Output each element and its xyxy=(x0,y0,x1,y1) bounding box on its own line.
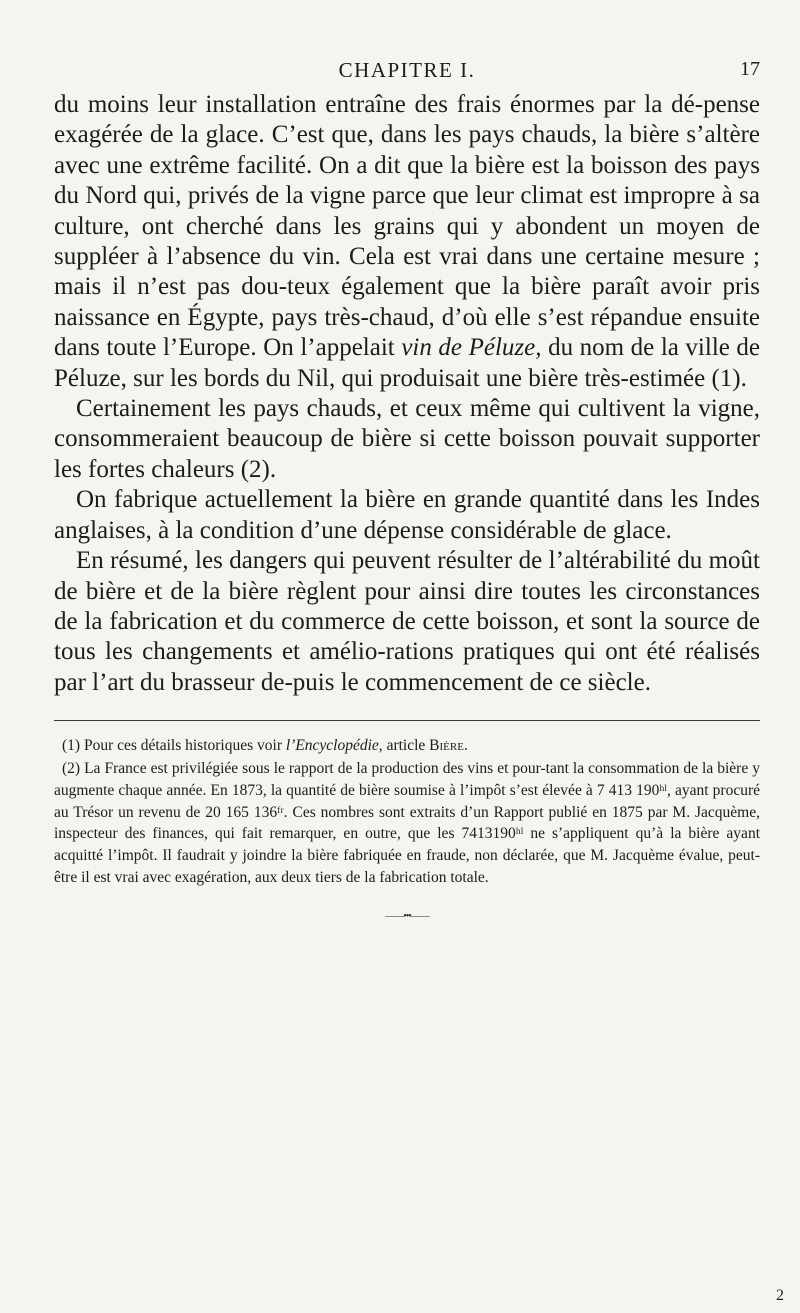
footnote-divider xyxy=(54,720,760,721)
footnotes xyxy=(54,735,760,889)
paragraph-4: En résumé, les dangers qui peuvent résulter de l’altérabilité du moût de bière et de la bière règlent pour ainsi dire toutes les circonstances de la fabrication et du commerce de cette boisson, et sont la source de tous les changements et amélio-rations pratiques qui ont été réalisés par l’art du brasseur de-puis le commencement de ce siècle. xyxy=(54,547,760,696)
end-ornament: ——•••—— xyxy=(385,910,429,922)
body-text xyxy=(54,90,760,698)
page-number: 17 xyxy=(740,58,760,80)
running-title: CHAPITRE I. xyxy=(338,58,476,82)
book-page xyxy=(54,56,760,922)
paragraph-2: Certainement les pays chauds, et ceux même qui cultivent la vigne, consommeraient beaucoup de bière si cette boisson pouvait supporter les fortes chaleurs (2). xyxy=(54,395,760,483)
footnote-2: (2) La France est privilégiée sous le rapport de la production des vins et pour-tant la consommation de la bière y augmente chaque année. En 1873, la quantité de bière soumise à l’impôt s’est élevée à 7 413 190ʰˡ, ayant procuré au Trésor un revenu de 20 165 136ᶠʳ. Ces nombres sont extraits d’un Rapport publié en 1875 par M. Jacquème, inspecteur des finances, qui fait remarquer, en outre, que les 7413190ʰˡ ne s’appliquent qu’à la bière ayant acquitté l’impôt. Il faudrait y joindre la bière fabriquée en fraude, non déclarée, que M. Jacquème évalue, peut-être il est vrai avec exagération, aux deux tiers de la fabrication totale. xyxy=(54,759,760,886)
paragraph-1-end: du nom de la ville de Péluze, sur les bords du Nil, qui produisait une bière très-estimée (1). xyxy=(54,334,761,392)
paragraph-1-start: du moins leur installation entraîne des frais énormes par la dé-pense exagérée de la glace. C’est que, dans les pays chauds, la bière s’altère avec une extrême facilité. On a dit que la bière est la boisson des pays du Nord qui, privés de la vigne parce que leur climat est impropre à sa culture, ont cherché dans les grains qui y abondent un moyen de suppléer à l’absence du vin. Cela est vrai dans une certaine mesure ; mais il n’est pas dou-teux également que la bière paraît avoir pris naissance en Égypte, pays très-chaud, d’où elle s’est répandue ensuite dans toute l’Europe. On l’appelait xyxy=(54,91,760,362)
paragraph-3: On fabrique actuellement la bière en grande quantité dans les Indes anglaises, à la condition d’une dépense considérable de glace. xyxy=(54,486,760,544)
footnote-1-italic: l’Encyclopédie, xyxy=(285,737,383,755)
footnote-1-start: (1) Pour ces détails historiques voir xyxy=(62,737,282,755)
paragraph-1 xyxy=(54,90,760,394)
signature-mark: 2 xyxy=(776,1287,784,1304)
footnote-1-smallcaps: Bière. xyxy=(429,737,468,755)
italic-term: vin de Péluze, xyxy=(401,334,542,362)
footnote-1 xyxy=(54,735,760,757)
page-header xyxy=(54,56,760,90)
footnote-1-mid: article xyxy=(386,737,426,755)
